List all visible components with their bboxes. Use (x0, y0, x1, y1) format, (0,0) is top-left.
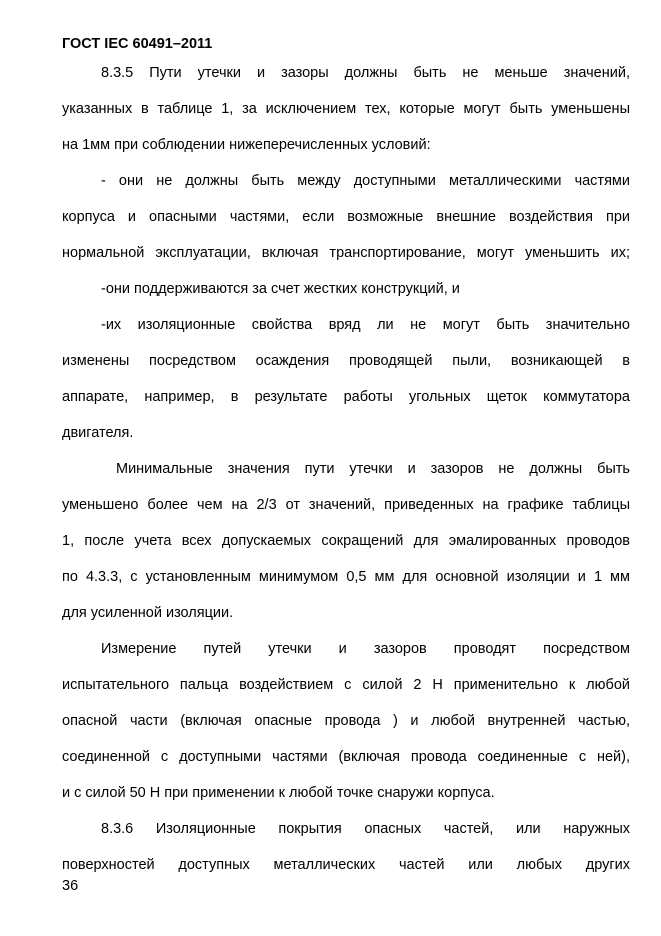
text-line: и с силой 50 Н при применении к любой точке снаружи корпуса. (62, 785, 495, 801)
text-line: опасной части (включая опасные провода ) и любой внутренней частью, (62, 713, 630, 729)
text-line: нормальной эксплуатации, включая транспортирование, могут уменьшить их; (62, 245, 630, 261)
text-line: уменьшено более чем на 2/3 от значений, приведенных на графике таблицы (62, 497, 630, 513)
text-line: поверхностей доступных металлических частей или любых других (62, 857, 630, 873)
text-line: соединенной с доступными частями (включая провода соединенные с ней), (62, 749, 630, 765)
text-line: корпуса и опасными частями, если возможные внешние воздействия при (62, 209, 630, 225)
text-line: изменены посредством осаждения проводящей пыли, возникающей в (62, 353, 630, 369)
text-line: -они поддерживаются за счет жестких конструкций, и (101, 281, 460, 297)
text-line: 8.3.6 Изоляционные покрытия опасных частей, или наружных (101, 821, 630, 837)
text-line: Измерение путей утечки и зазоров проводят посредством (101, 641, 630, 657)
text-line: двигателя. (62, 425, 134, 441)
text-line: на 1мм при соблюдении нижеперечисленных условий: (62, 137, 431, 153)
text-line: 8.3.5 Пути утечки и зазоры должны быть не меньше значений, (101, 65, 630, 81)
text-line: аппарате, например, в результате работы угольных щеток коммутатора (62, 389, 630, 405)
text-line: по 4.3.3, с установленным минимумом 0,5 мм для основной изоляции и 1 мм (62, 569, 630, 585)
document-header: ГОСТ IEC 60491–2011 (62, 36, 213, 52)
text-line: 1, после учета всех допускаемых сокращений для эмалированных проводов (62, 533, 630, 549)
text-line: Минимальные значения пути утечки и зазоров не должны быть (116, 461, 630, 477)
text-line: - они не должны быть между доступными металлическими частями (101, 173, 630, 189)
text-line: -их изоляционные свойства вряд ли не могут быть значительно (101, 317, 630, 333)
page-number: 36 (62, 878, 79, 894)
text-line: указанных в таблице 1, за исключением тех, которые могут быть уменьшены (62, 101, 630, 117)
text-line: для усиленной изоляции. (62, 605, 234, 621)
text-line: испытательного пальца воздействием с силой 2 Н применительно к любой (62, 677, 630, 693)
